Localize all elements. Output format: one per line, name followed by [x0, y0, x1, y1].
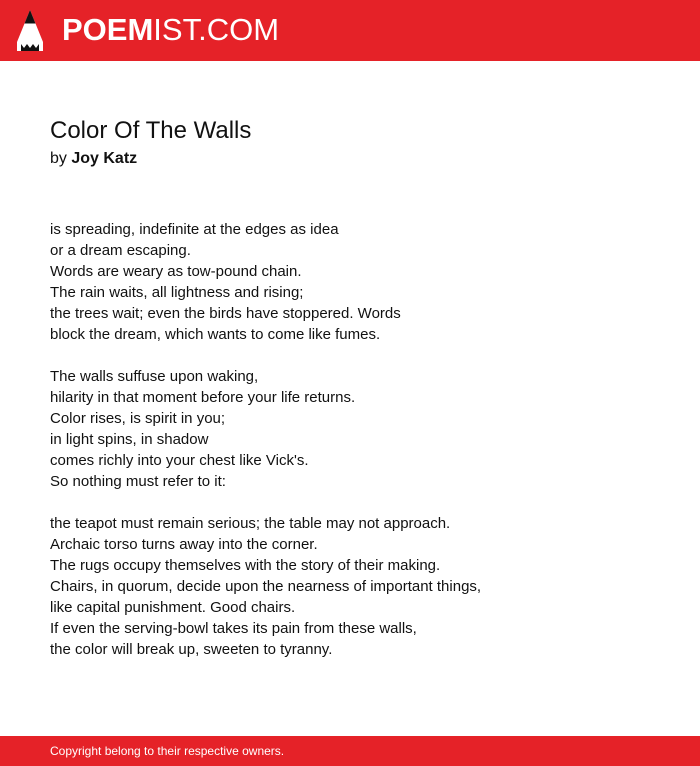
byline-prefix: by [50, 150, 67, 167]
poem-line: Color rises, is spirit in you; [50, 410, 226, 427]
poem-line: the color will break up, sweeten to tyranny. [50, 641, 333, 658]
author-name: Joy Katz [71, 150, 138, 167]
logo-text-light: IST.COM [153, 12, 280, 47]
poem-title: Color Of The Walls [50, 117, 252, 144]
poem-line: If even the serving-bowl takes its pain from these walls, [50, 620, 417, 637]
stanza [50, 219, 670, 345]
poem-line: block the dream, which wants to come like fumes. [50, 326, 381, 343]
poem-line: the teapot must remain serious; the table may not approach. [50, 515, 451, 532]
poem-line: in light spins, in shadow [50, 431, 209, 448]
poem-line: comes richly into your chest like Vick's. [50, 452, 309, 469]
poem-line: The rugs occupy themselves with the story of their making. [50, 557, 441, 574]
poem-line: the trees wait; even the birds have stoppered. Words [50, 305, 401, 322]
pencil-logo-icon [17, 10, 43, 51]
poem-line: or a dream escaping. [50, 242, 191, 259]
site-footer [0, 736, 700, 766]
stanza [50, 513, 670, 660]
poem-line: is spreading, indefinite at the edges as idea [50, 221, 339, 238]
poem-line: The rain waits, all lightness and rising; [50, 284, 304, 301]
poem-body [50, 219, 670, 681]
byline [50, 149, 137, 169]
poem-line: like capital punishment. Good chairs. [50, 599, 296, 616]
stanza [50, 366, 670, 492]
poem-line: So nothing must refer to it: [50, 473, 226, 490]
site-header [0, 0, 700, 61]
copyright-notice: Copyright belong to their respective owners. [50, 744, 285, 758]
poem-line: hilarity in that moment before your life returns. [50, 389, 356, 406]
poem-line: Chairs, in quorum, decide upon the nearness of important things, [50, 578, 482, 595]
site-logo[interactable] [62, 12, 279, 48]
logo-text-bold: POEM [62, 12, 154, 47]
poem-line: Words are weary as tow-pound chain. [50, 263, 302, 280]
poem-line: The walls suffuse upon waking, [50, 368, 259, 385]
poem-line: Archaic torso turns away into the corner. [50, 536, 318, 553]
